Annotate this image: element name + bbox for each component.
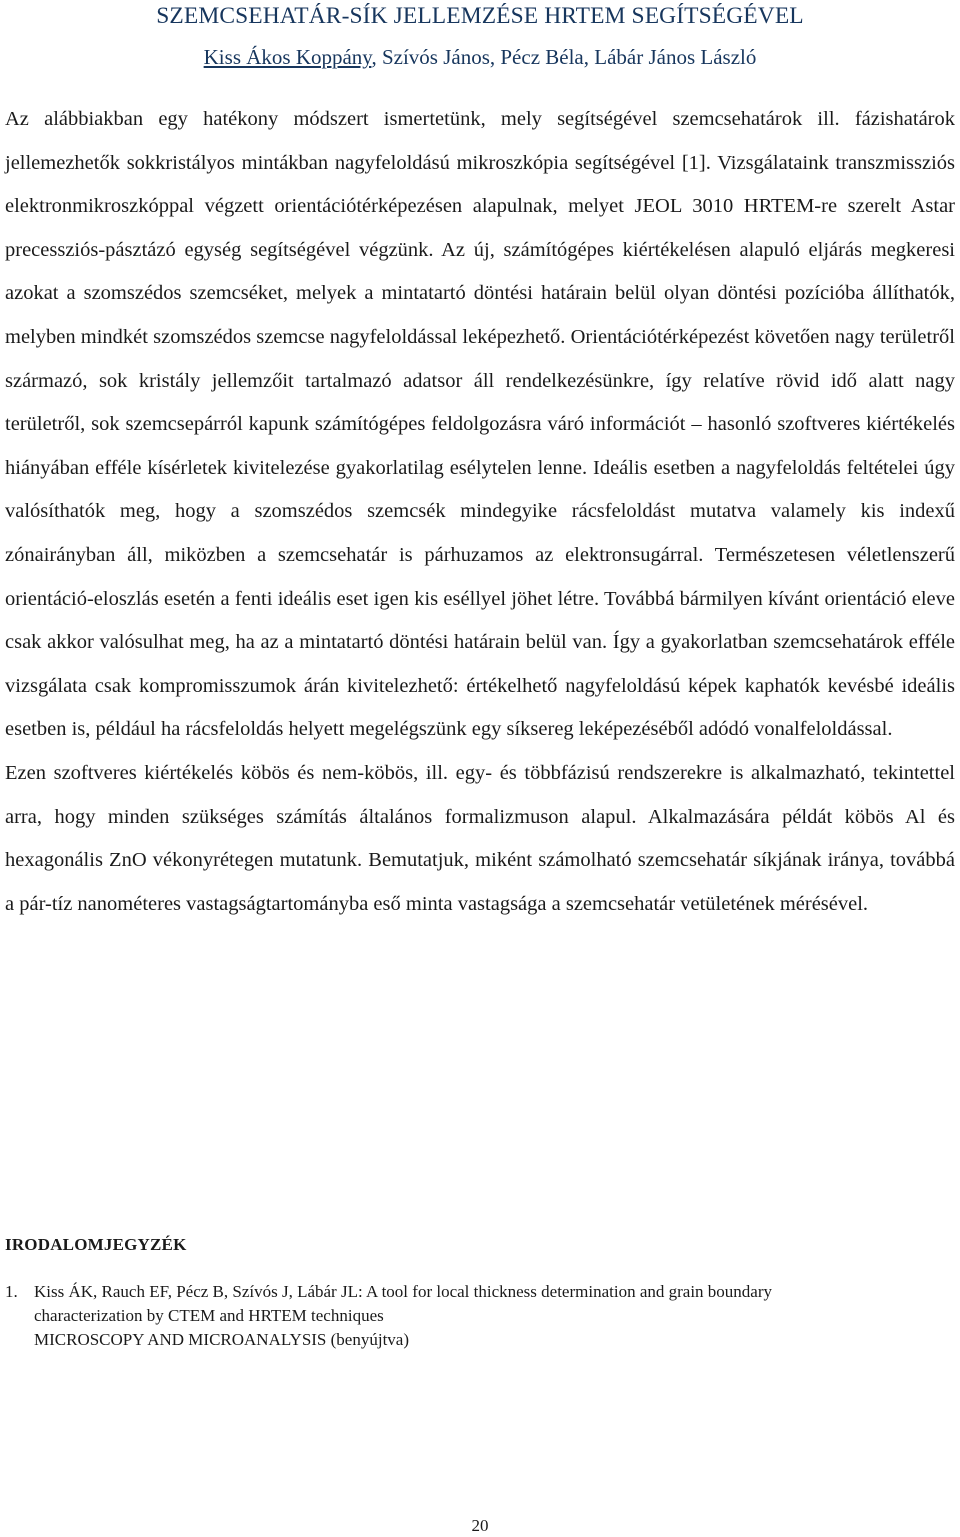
reference-list — [5, 1280, 955, 1352]
body-paragraph: Az alábbiakban egy hatékony módszert ismertetünk, mely segítségével szemcsehatárok ill. fázishatárok jellemezhetők sokkristályos mintákban nagyfeloldású mikroszkópia segítségével [1]. Vizsgálataink transzmissziós elektronmikroszkóppal végzett orientációtérképezésen alapulnak, melyet JEOL 3010 HRTEM-re szerelt Astar precessziós-pásztázó egység segítségével végzünk. Az új, számítógépes kiértékelésen alapuló eljárás megkeresi azokat a szomszédos szemcséket, melyek a mintatartó döntési határain belül olyan döntési pozícióba állíthatók, melyben mindkét szomszédos szemcse nagyfeloldással leképezhető. Orientációtérképezést követően nagy területről származó, sok kristály jellemzőit tartalmazó adatsor áll rendelkezésünkre, így relatíve rövid idő alatt nagy területről, sok szemcsepárról kapunk számítógépes feldolgozásra váró információt – hasonló szoftveres kiértékelés hiányában efféle kísérletek kivitelezése gyakorlatilag esélytelen lenne. Ideális esetben a nagyfeloldás feltételei úgy valósíthatók meg, hogy a szomszédos szemcsék mindegyike rácsfeloldást mutatva valamely kis indexű zónairányban áll, miközben a szemcsehatár is párhuzamos az elektronsugárral. Természetesen véletlenszerű orientáció-eloszlás esetén a fenti ideális eset igen kis eséllyel jöhet létre. Továbbá bármilyen kívánt orientáció eleve csak akkor valósulhat meg, ha az a mintatartó döntési határain belül van. Így a gyakorlatban szemcsehatárok efféle vizsgálata csak kompromisszumok árán kivitelezhető: értékelhető nagyfeloldású képek kaphatók kevésbé ideális esetben is, például ha rácsfeloldás helyett megelégszünk egy síksereg leképezéséből adódó vonalfeloldással. — [5, 108, 955, 741]
page-number: 20 — [471, 1516, 489, 1535]
abstract-body — [5, 98, 955, 926]
references-heading: IRODALOMJEGYZÉK — [5, 1235, 187, 1254]
reference-line: Kiss ÁK, Rauch EF, Pécz B, Szívós J, Lábár JL: A tool for local thickness determination and grain boundary — [34, 1282, 773, 1301]
reference-item — [5, 1280, 955, 1352]
other-authors: , Szívós János, Pécz Béla, Lábár János László — [371, 45, 757, 69]
body-paragraph: Ezen szoftveres kiértékelés köbös és nem-köbös, ill. egy- és többfázisú rendszerekre is alkalmazható, tekintettel arra, hogy minden szükséges számítás általános formalizmuson alapul. Alkalmazására példát köbös Al és hexagonális ZnO vékonyrétegen mutatunk. Bemutatjuk, miként számolható szemcsehatár síkjának iránya, továbbá a pár-tíz nanométeres vastagságtartományba eső minta vastagsága a szemcsehatár vetületének mérésével. — [5, 761, 955, 915]
document-title: SZEMCSEHATÁR-SÍK JELLEMZÉSE HRTEM SEGÍTSÉGÉVEL — [156, 3, 804, 29]
first-author: Kiss Ákos Koppány — [203, 45, 372, 69]
reference-text — [34, 1280, 955, 1352]
reference-number: 1. — [5, 1282, 18, 1301]
reference-line: MICROSCOPY AND MICROANALYSIS (benyújtva) — [34, 1330, 409, 1349]
author-list — [0, 44, 960, 70]
reference-line: characterization by CTEM and HRTEM techniques — [34, 1306, 384, 1325]
